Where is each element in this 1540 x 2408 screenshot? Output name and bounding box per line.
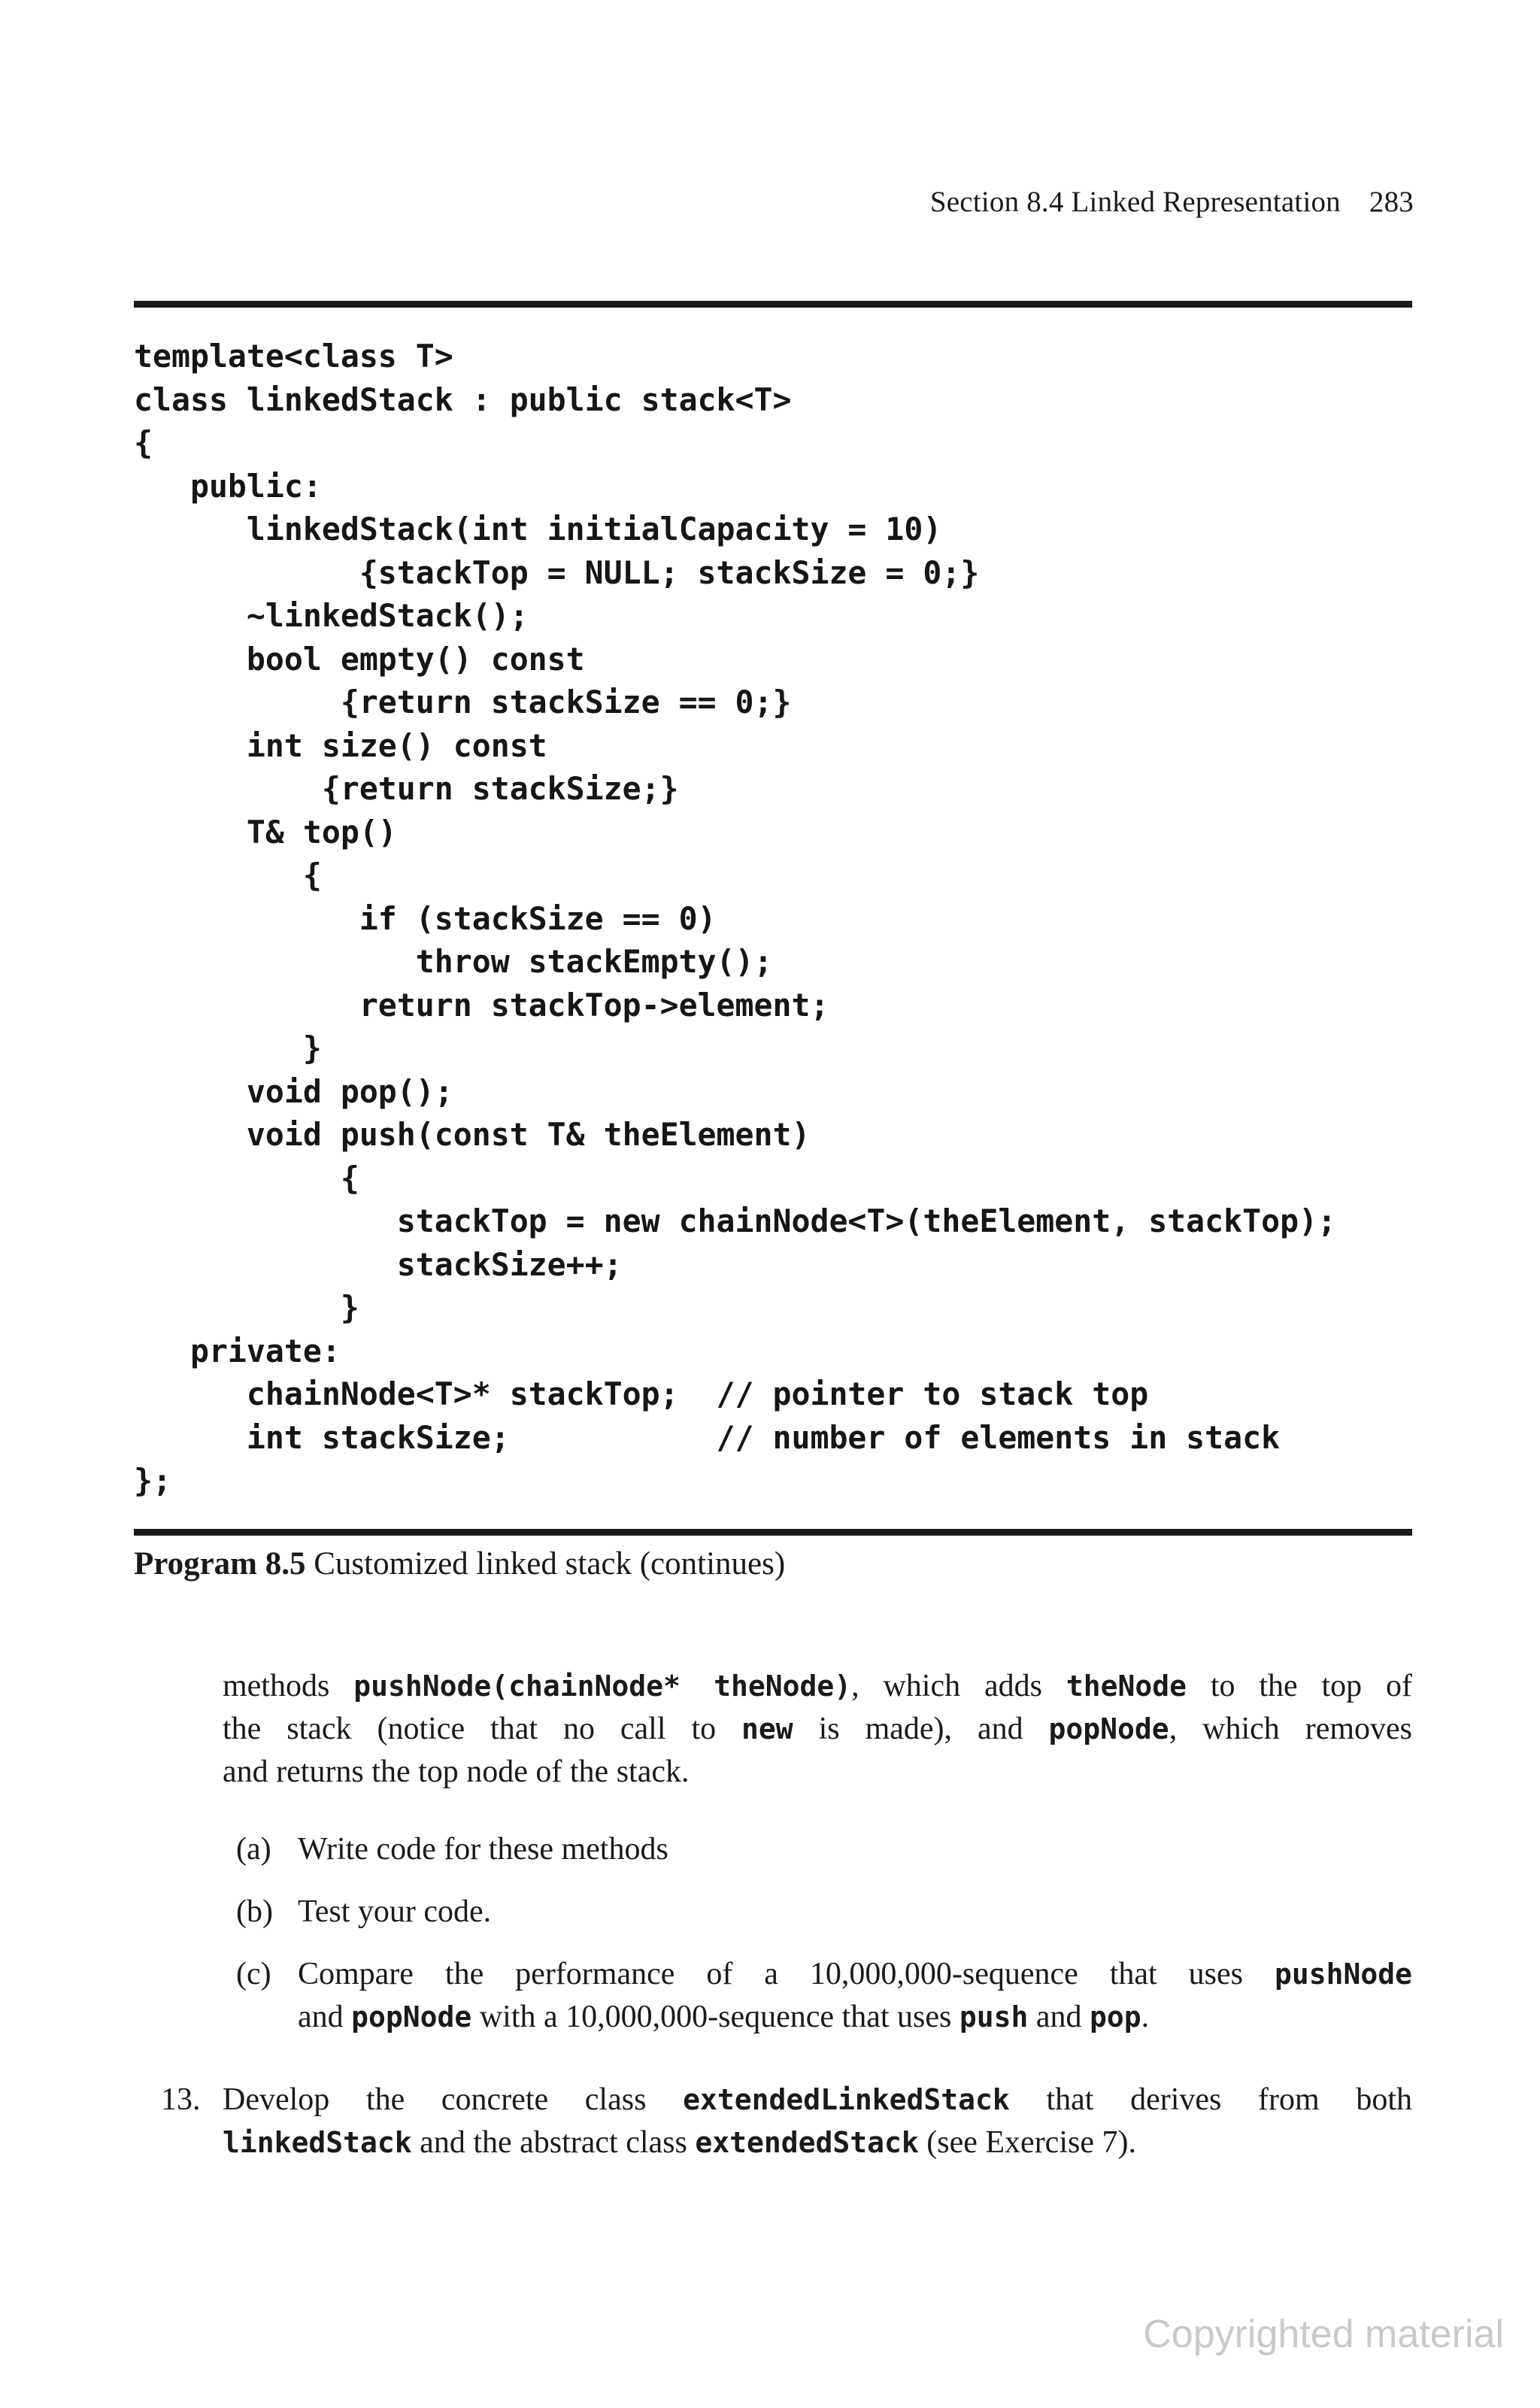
code-line: {stackTop = NULL; stackSize = 0;} <box>134 553 980 591</box>
bottom-rule <box>134 1529 1412 1536</box>
item-text: Write code for these methods <box>298 1832 668 1867</box>
code-line: throw stackEmpty(); <box>134 943 773 980</box>
inline-code: extendedStack <box>695 2126 919 2159</box>
code-line: }; <box>134 1462 171 1499</box>
paragraph-line-1: methods pushNode(chainNode* theNode), which adds theNode to the top of <box>223 1669 1412 1703</box>
inline-code: extendedLinkedStack <box>683 2083 1010 2116</box>
code-line: { <box>134 424 153 461</box>
code-line: T& top() <box>134 813 397 851</box>
inline-code: popNode <box>351 2000 472 2033</box>
code-line: ~linkedStack(); <box>134 597 529 634</box>
paragraph-line-2: the stack (notice that no call to new is made), and popNode, which removes <box>223 1712 1412 1746</box>
inline-code: push <box>959 2000 1029 2033</box>
section-title: Section 8.4 Linked Representation <box>929 186 1341 218</box>
item-text: Test your code. <box>298 1894 492 1929</box>
code-line: stackSize++; <box>134 1245 623 1283</box>
caption-text: Customized linked stack (continues) <box>305 1546 786 1582</box>
item-text: Compare the performance of a 10,000,000-sequence that uses pushNode and popNode with a 10,000,000-sequence that uses push and pop. <box>298 1957 1412 2034</box>
inline-code: new <box>741 1712 793 1745</box>
code-line: linkedStack(int initialCapacity = 10) <box>134 511 942 547</box>
code-listing <box>134 335 1336 1503</box>
inline-code: pushNode(chainNode* theNode) <box>353 1670 852 1703</box>
code-line: } <box>134 1030 322 1066</box>
code-line: void push(const T& theElement) <box>134 1116 811 1153</box>
code-line: class linkedStack : public stack<T> <box>134 381 792 418</box>
code-line: int size() const <box>134 726 547 764</box>
exercise-paragraph <box>223 1665 1412 1794</box>
top-rule <box>134 301 1412 308</box>
program-caption <box>134 1545 785 1582</box>
code-line: { <box>134 1159 359 1196</box>
inline-code: pushNode <box>1274 1958 1412 1991</box>
item-label: (a) <box>236 1832 271 1867</box>
running-header <box>930 185 1414 219</box>
item-label: (c) <box>236 1957 271 1991</box>
code-line: if (stackSize == 0) <box>134 899 717 937</box>
code-line: public: <box>134 467 322 505</box>
inline-code: pop <box>1090 2000 1141 2033</box>
exercise-text: Develop the concrete class extendedLinkedStack that derives from both linkedStack and the abstract class extendedStack (see Exercise 7). <box>223 2082 1412 2160</box>
code-line: chainNode<T>* stackTop; // pointer to stack top <box>134 1375 1149 1412</box>
watermark: Copyrighted material <box>1143 2312 1504 2356</box>
exercise-number: 13. <box>161 2082 201 2117</box>
code-line: {return stackSize;} <box>134 770 679 807</box>
code-line: private: <box>134 1332 341 1369</box>
code-line: return stackTop->element; <box>134 986 829 1024</box>
inline-code: popNode <box>1048 1712 1169 1745</box>
code-line: } <box>134 1289 359 1326</box>
code-line: template<class T> <box>134 338 453 375</box>
code-line: bool empty() const <box>134 640 585 678</box>
code-line: { <box>134 857 322 893</box>
code-line: int stackSize; // number of elements in stack <box>134 1418 1281 1456</box>
page-number: 283 <box>1369 186 1414 218</box>
code-line: void pop(); <box>134 1072 453 1110</box>
caption-label: Program 8.5 <box>134 1546 306 1582</box>
inline-code: theNode <box>1066 1670 1187 1703</box>
inline-code: linkedStack <box>223 2126 412 2159</box>
code-line: {return stackSize == 0;} <box>134 684 792 720</box>
item-label: (b) <box>236 1894 273 1929</box>
code-line: stackTop = new chainNode<T>(theElement, stackTop); <box>134 1202 1337 1239</box>
paragraph-line-3: and returns the top node of the stack. <box>223 1754 690 1789</box>
